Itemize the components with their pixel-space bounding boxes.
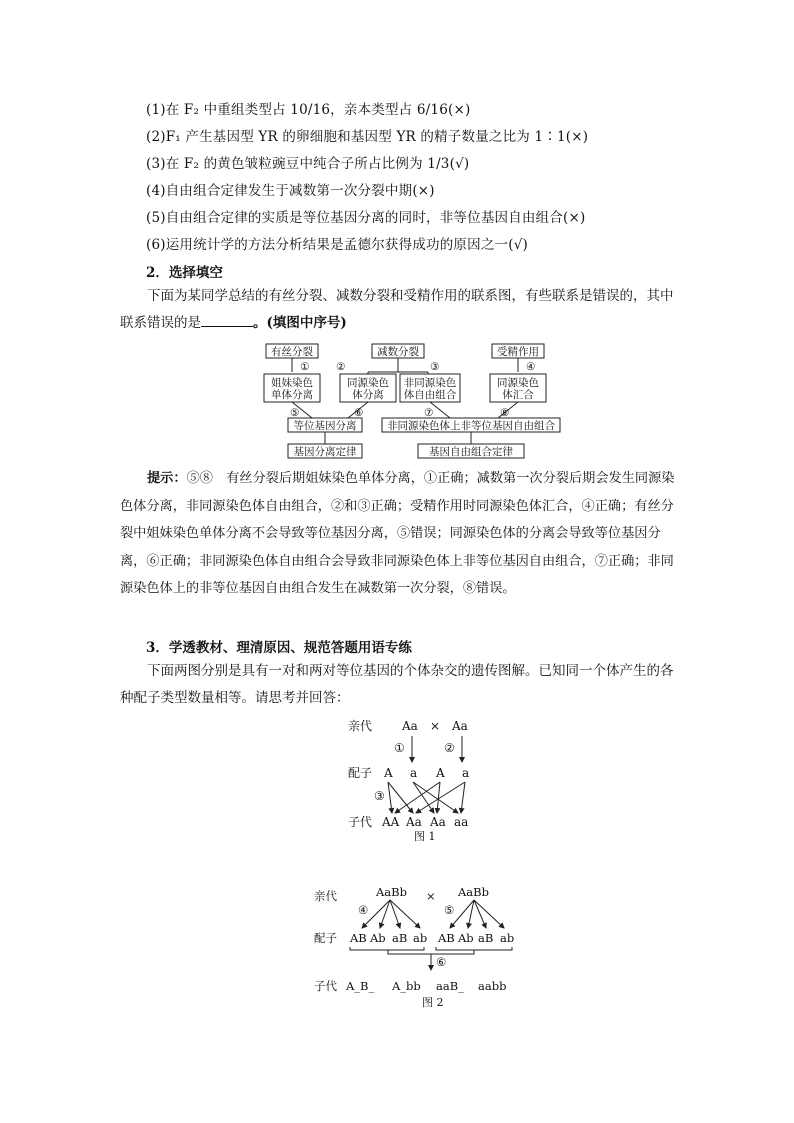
fig2-offspring-1: A_B_ [346, 979, 375, 993]
fig2-arrow-left-2 [380, 900, 390, 928]
marker-5: ⑤ [290, 407, 300, 419]
fig1-offspring-4: aa [454, 815, 469, 829]
marker-2: ② [336, 361, 346, 373]
label-mitosis: 有丝分裂 [271, 346, 313, 358]
marker-8: ⑧ [500, 407, 510, 419]
label-meiosis: 减数分裂 [377, 346, 419, 358]
fig2-parent-right: AaBb [458, 885, 489, 899]
tip-text: ⑤⑧ 有丝分裂后期姐妹染色单体分离，①正确；减数第一次分裂后期会发生同源染色体分离，非同源染色体自由组合，②和③正确；受精作用时同源染色体汇合，④正确；有丝分裂中姐妹染色单体分离不会导致等位基因分离，⑤错误；同源染色体的分离会导致等位基因分离，⑥正确；非同源染色体自由组合会导致非同源染色体上非等位基因自由组合，⑦正确；非同源染色体上的非等位基因自由组合发生在减数第一次分裂，⑧错误。 [120, 471, 675, 596]
figure-1 [340, 714, 490, 842]
marker-7: ⑦ [424, 407, 434, 419]
fig2-parent-left: AaBb [376, 885, 407, 899]
fig1-cross-line-5 [395, 782, 440, 813]
fig2-row-gamete: 配子 [314, 931, 337, 945]
label-mid-3a: 非同源染色 [403, 377, 457, 389]
fig1-row-offspring: 子代 [348, 815, 373, 829]
fig2-gamete-left-2: Ab [370, 931, 386, 945]
figure-2 [308, 884, 528, 1010]
fig1-row-parent: 亲代 [348, 719, 373, 733]
fig1-offspring-2: Aa [406, 815, 422, 829]
fig2-arrow-right-4 [474, 900, 504, 928]
fig1-marker-1: ① [394, 741, 405, 755]
question-text: 下面为某同学总结的有丝分裂、减数分裂和受精作用的联系图，有些联系是错误的，其中联系错误的是 [120, 288, 674, 331]
fig1-row-gamete: 配子 [348, 766, 373, 780]
label-allele-separation: 等位基因分离 [293, 420, 357, 432]
question-suffix: 。(填图中序号) [253, 315, 347, 331]
label-mid-4b: 体汇合 [502, 389, 534, 401]
fig2-cross: × [426, 889, 436, 903]
fig1-caption: 图 1 [414, 830, 436, 842]
label-assortment-law: 基因自由组合定律 [429, 446, 513, 458]
section-2-heading: 2．选择填空 [146, 265, 223, 281]
judgment-3: (3)在 F₂ 的黄色皱粒豌豆中纯合子所占比例为 1/3(√) [146, 156, 470, 172]
fig1-gamete-2: a [410, 766, 418, 780]
concept-map [250, 340, 570, 464]
judgment-5: (5)自由组合定律的实质是等位基因分离的同时，非等位基因自由组合(×) [146, 210, 586, 226]
fig1-cross: × [430, 719, 441, 733]
fig1-marker-3: ③ [374, 789, 385, 803]
fig2-marker-6: ⑥ [436, 955, 447, 969]
label-mid-4a: 同源染色 [497, 377, 539, 389]
fig1-gamete-1: A [384, 766, 393, 780]
fig2-gamete-left-3: aB [392, 931, 408, 945]
fig2-bracket-join [388, 950, 474, 954]
fig2-gamete-right-4: ab [500, 931, 515, 945]
fig1-offspring-3: Aa [430, 815, 446, 829]
fig2-bracket-right [436, 947, 512, 950]
answer-blank [201, 314, 253, 327]
judgment-2: (2)F₁ 产生基因型 YR 的卵细胞和基因型 YR 的精子数量之比为 1∶1(×) [146, 129, 589, 145]
fig2-bracket-left [350, 947, 424, 950]
fig1-cross-line-8 [461, 782, 465, 813]
label-mid-3b: 体自由组合 [403, 389, 457, 401]
judgment-6: (6)运用统计学的方法分析结果是孟德尔获得成功的原因之一(√) [146, 237, 528, 253]
judgment-1: (1)在 F₂ 中重组类型占 10/16，亲本类型占 6/16(×) [146, 102, 471, 118]
marker-1: ① [300, 361, 310, 373]
fig1-parent-right: Aa [452, 719, 468, 733]
fig2-row-parent: 亲代 [314, 889, 337, 903]
fig2-gamete-left-4: ab [413, 931, 428, 945]
fig1-offspring-1: AA [382, 815, 400, 829]
judgment-4: (4)自由组合定律发生于减数第一次分裂中期(×) [146, 183, 435, 199]
fig2-gamete-right-3: aB [478, 931, 494, 945]
label-mid-1b: 单体分离 [271, 389, 313, 401]
section-2-question [120, 283, 680, 337]
marker-4: ④ [526, 361, 536, 373]
fig2-offspring-4: aabb [478, 979, 507, 993]
fig2-gamete-right-2: Ab [458, 931, 474, 945]
label-fertilization: 受精作用 [497, 346, 539, 358]
tip-paragraph [120, 465, 680, 603]
section-3-heading: 3．学透教材、理清原因、规范答题用语专练 [146, 640, 412, 656]
fig1-parent-left: Aa [402, 719, 418, 733]
fig2-marker-5: ⑤ [444, 903, 455, 917]
fig1-gamete-4: a [462, 766, 470, 780]
fig2-arrow-right-3 [474, 900, 486, 928]
fig2-offspring-2: A_bb [392, 979, 421, 993]
fig2-marker-4: ④ [358, 903, 369, 917]
label-segregation-law: 基因分离定律 [293, 446, 357, 458]
fig1-gamete-3: A [436, 766, 445, 780]
fig2-gamete-right-1: AB [438, 931, 455, 945]
section-3-intro: 下面两图分别是具有一对和两对等位基因的个体杂交的遗传图解。已知同一个体产生的各种配子类型数量相等。请思考并回答： [120, 663, 674, 706]
fig1-cross-line-6 [437, 782, 440, 813]
fig1-cross-line-4 [413, 782, 458, 813]
fig2-gamete-left-1: AB [350, 931, 367, 945]
tip-label: 提示： [147, 471, 187, 486]
fig1-marker-2: ② [444, 741, 455, 755]
fig2-row-offspring: 子代 [314, 979, 337, 993]
marker-3: ③ [430, 361, 440, 373]
fig2-caption: 图 2 [422, 996, 444, 1009]
label-mid-1a: 姐妹染色 [271, 377, 313, 389]
label-independent-assortment: 非同源染色体上非等位基因自由组合 [387, 420, 555, 432]
label-mid-2b: 体分离 [352, 389, 384, 401]
label-mid-2a: 同源染色 [347, 377, 389, 389]
fig2-offspring-3: aaB_ [436, 979, 464, 993]
marker-6: ⑥ [354, 407, 364, 419]
